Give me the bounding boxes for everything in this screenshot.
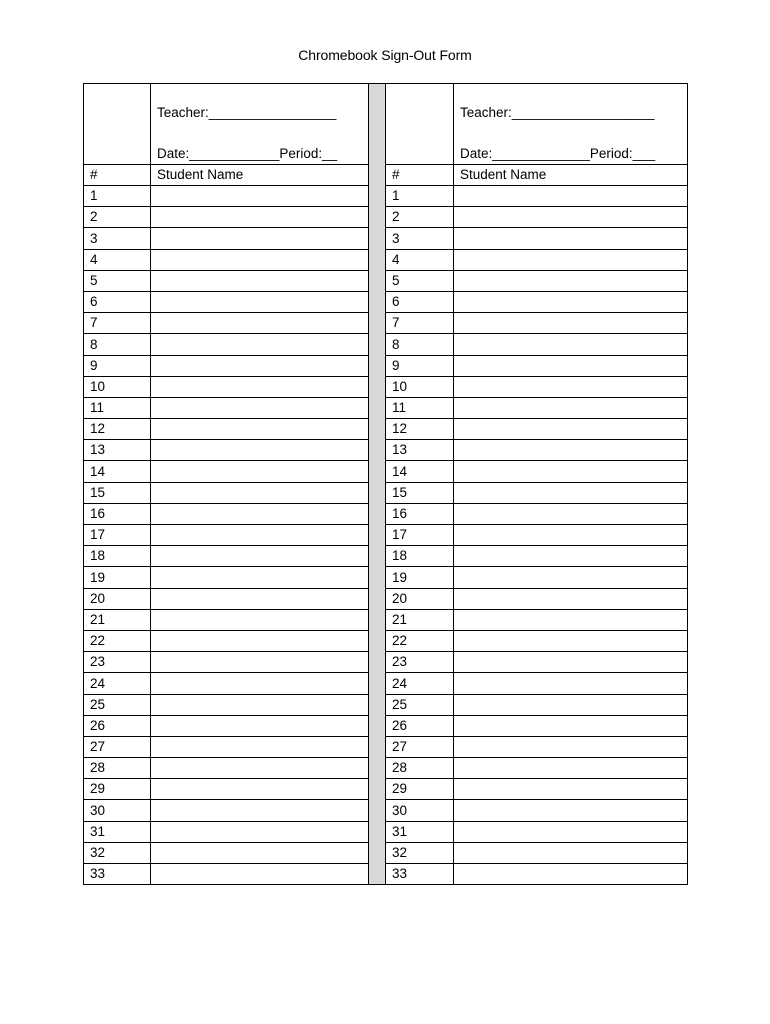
left-student-name-cell[interactable]	[151, 652, 369, 673]
left-student-name-cell[interactable]	[151, 758, 369, 779]
right-student-name-cell[interactable]	[454, 503, 688, 524]
left-row-number: 13	[84, 440, 151, 461]
right-student-name-cell[interactable]	[454, 821, 688, 842]
left-row-number: 4	[84, 249, 151, 270]
table-row	[84, 694, 688, 715]
left-row-number: 32	[84, 842, 151, 863]
table-row	[84, 291, 688, 312]
right-row-number: 28	[386, 758, 454, 779]
table-row	[84, 546, 688, 567]
table-row	[84, 397, 688, 418]
table-row	[84, 440, 688, 461]
left-row-number: 31	[84, 821, 151, 842]
left-student-name-cell[interactable]	[151, 419, 369, 440]
left-student-name-cell[interactable]	[151, 503, 369, 524]
table-row	[84, 355, 688, 376]
table-row	[84, 482, 688, 503]
left-student-name-cell[interactable]	[151, 397, 369, 418]
right-row-number: 21	[386, 609, 454, 630]
right-row-number: 17	[386, 525, 454, 546]
right-header-spacer	[386, 84, 454, 165]
table-row	[84, 864, 688, 885]
right-row-number: 25	[386, 694, 454, 715]
left-row-number: 23	[84, 652, 151, 673]
table-row	[84, 503, 688, 524]
right-row-number: 14	[386, 461, 454, 482]
right-student-name-cell[interactable]	[454, 419, 688, 440]
right-student-name-cell[interactable]	[454, 673, 688, 694]
left-student-name-cell[interactable]	[151, 694, 369, 715]
table-row	[84, 758, 688, 779]
right-student-name-cell[interactable]	[454, 736, 688, 757]
left-student-name-cell[interactable]	[151, 609, 369, 630]
left-row-number: 2	[84, 207, 151, 228]
right-teacher-line[interactable]: Teacher:___________________	[460, 105, 655, 120]
right-student-name-cell[interactable]	[454, 588, 688, 609]
right-student-name-cell[interactable]	[454, 694, 688, 715]
right-row-number: 26	[386, 715, 454, 736]
table-row	[84, 630, 688, 651]
right-student-name-cell[interactable]	[454, 630, 688, 651]
right-row-number: 6	[386, 291, 454, 312]
left-row-number: 1	[84, 186, 151, 207]
left-teacher-line[interactable]: Teacher:_________________	[157, 105, 337, 120]
right-row-number: 32	[386, 842, 454, 863]
table-row	[84, 588, 688, 609]
right-student-name-cell[interactable]	[454, 525, 688, 546]
right-student-name-cell[interactable]	[454, 715, 688, 736]
left-student-name-cell[interactable]	[151, 715, 369, 736]
left-row-number: 18	[84, 546, 151, 567]
right-student-name-cell[interactable]	[454, 440, 688, 461]
table-row	[84, 800, 688, 821]
right-row-number: 3	[386, 228, 454, 249]
right-student-name-cell[interactable]	[454, 842, 688, 863]
left-student-name-cell[interactable]	[151, 673, 369, 694]
right-student-name-cell[interactable]	[454, 609, 688, 630]
left-row-number: 9	[84, 355, 151, 376]
table-row	[84, 715, 688, 736]
left-student-name-cell[interactable]	[151, 525, 369, 546]
right-student-name-cell[interactable]	[454, 397, 688, 418]
table-row	[84, 821, 688, 842]
right-student-name-cell[interactable]	[454, 249, 688, 270]
left-student-name-cell[interactable]	[151, 800, 369, 821]
left-student-name-cell[interactable]	[151, 376, 369, 397]
right-row-number: 2	[386, 207, 454, 228]
right-row-number: 29	[386, 779, 454, 800]
left-student-name-cell[interactable]	[151, 291, 369, 312]
left-student-name-cell[interactable]	[151, 313, 369, 334]
left-row-number: 16	[84, 503, 151, 524]
left-row-number: 21	[84, 609, 151, 630]
left-student-name-cell[interactable]	[151, 567, 369, 588]
left-header-spacer	[84, 84, 151, 165]
table-row	[84, 779, 688, 800]
left-student-name-cell[interactable]	[151, 440, 369, 461]
table-row	[84, 270, 688, 291]
left-number-header: #	[84, 165, 151, 186]
left-student-name-cell[interactable]	[151, 779, 369, 800]
right-number-header: #	[386, 165, 454, 186]
left-row-number: 24	[84, 673, 151, 694]
left-row-number: 7	[84, 313, 151, 334]
right-student-name-cell[interactable]	[454, 567, 688, 588]
table-row	[84, 736, 688, 757]
left-student-name-cell[interactable]	[151, 228, 369, 249]
right-row-number: 11	[386, 397, 454, 418]
left-teacher-info	[151, 84, 369, 165]
table-row	[84, 186, 688, 207]
form-title: Chromebook Sign-Out Form	[298, 47, 472, 63]
column-divider	[369, 84, 386, 885]
left-row-number: 33	[84, 864, 151, 885]
column-header-row	[84, 165, 688, 186]
right-teacher-info	[454, 84, 688, 165]
right-student-name-cell[interactable]	[454, 291, 688, 312]
right-student-name-cell[interactable]	[454, 652, 688, 673]
left-student-name-cell[interactable]	[151, 588, 369, 609]
left-row-number: 15	[84, 482, 151, 503]
table-row	[84, 313, 688, 334]
left-student-name-cell[interactable]	[151, 821, 369, 842]
left-row-number: 6	[84, 291, 151, 312]
left-student-name-cell[interactable]	[151, 736, 369, 757]
table-row	[84, 567, 688, 588]
table-row	[84, 842, 688, 863]
left-student-name-cell[interactable]	[151, 186, 369, 207]
left-student-name-cell[interactable]	[151, 630, 369, 651]
left-row-number: 28	[84, 758, 151, 779]
right-row-number: 31	[386, 821, 454, 842]
left-row-number: 29	[84, 779, 151, 800]
right-row-number: 15	[386, 482, 454, 503]
right-row-number: 5	[386, 270, 454, 291]
right-student-name-cell[interactable]	[454, 546, 688, 567]
right-student-name-cell[interactable]	[454, 207, 688, 228]
right-student-name-cell[interactable]	[454, 800, 688, 821]
right-row-number: 20	[386, 588, 454, 609]
right-student-name-cell[interactable]	[454, 334, 688, 355]
right-row-number: 19	[386, 567, 454, 588]
left-row-number: 11	[84, 397, 151, 418]
right-row-number: 16	[386, 503, 454, 524]
left-row-number: 22	[84, 630, 151, 651]
header-info-row	[84, 84, 688, 165]
left-student-name-cell[interactable]	[151, 461, 369, 482]
table-row	[84, 461, 688, 482]
right-row-number: 22	[386, 630, 454, 651]
left-student-name-cell[interactable]	[151, 355, 369, 376]
table-row	[84, 609, 688, 630]
left-student-name-cell[interactable]	[151, 249, 369, 270]
right-row-number: 7	[386, 313, 454, 334]
right-row-number: 12	[386, 419, 454, 440]
left-student-name-cell[interactable]	[151, 334, 369, 355]
right-row-number: 33	[386, 864, 454, 885]
left-student-name-cell[interactable]	[151, 270, 369, 291]
right-row-number: 10	[386, 376, 454, 397]
right-student-name-cell[interactable]	[454, 355, 688, 376]
left-date-period-line[interactable]: Date:____________Period:__	[157, 146, 338, 161]
right-row-number: 24	[386, 673, 454, 694]
left-row-number: 10	[84, 376, 151, 397]
table-row	[84, 334, 688, 355]
right-student-name-cell[interactable]	[454, 376, 688, 397]
left-row-number: 5	[84, 270, 151, 291]
left-row-number: 19	[84, 567, 151, 588]
right-student-name-cell[interactable]	[454, 313, 688, 334]
left-row-number: 12	[84, 419, 151, 440]
right-row-number: 8	[386, 334, 454, 355]
right-date-period-line[interactable]: Date:_____________Period:___	[460, 146, 656, 161]
left-name-header: Student Name	[151, 165, 369, 186]
right-row-number: 18	[386, 546, 454, 567]
table-row	[84, 207, 688, 228]
right-student-name-cell[interactable]	[454, 758, 688, 779]
left-row-number: 17	[84, 525, 151, 546]
left-row-number: 14	[84, 461, 151, 482]
left-student-name-cell[interactable]	[151, 864, 369, 885]
right-student-name-cell[interactable]	[454, 461, 688, 482]
right-row-number: 9	[386, 355, 454, 376]
sign-out-table	[83, 83, 688, 885]
right-row-number: 30	[386, 800, 454, 821]
right-row-number: 13	[386, 440, 454, 461]
table-row	[84, 376, 688, 397]
left-row-number: 27	[84, 736, 151, 757]
left-row-number: 20	[84, 588, 151, 609]
right-student-name-cell[interactable]	[454, 270, 688, 291]
right-student-name-cell[interactable]	[454, 186, 688, 207]
left-row-number: 30	[84, 800, 151, 821]
table-row	[84, 228, 688, 249]
left-student-name-cell[interactable]	[151, 207, 369, 228]
left-student-name-cell[interactable]	[151, 482, 369, 503]
right-row-number: 1	[386, 186, 454, 207]
left-row-number: 3	[84, 228, 151, 249]
right-student-name-cell[interactable]	[454, 228, 688, 249]
right-row-number: 27	[386, 736, 454, 757]
table-row	[84, 525, 688, 546]
left-student-name-cell[interactable]	[151, 842, 369, 863]
right-row-number: 23	[386, 652, 454, 673]
left-row-number: 8	[84, 334, 151, 355]
right-row-number: 4	[386, 249, 454, 270]
right-student-name-cell[interactable]	[454, 779, 688, 800]
right-name-header: Student Name	[454, 165, 688, 186]
table-row	[84, 419, 688, 440]
table-row	[84, 249, 688, 270]
right-student-name-cell[interactable]	[454, 482, 688, 503]
table-row	[84, 652, 688, 673]
table-row	[84, 673, 688, 694]
left-row-number: 25	[84, 694, 151, 715]
left-row-number: 26	[84, 715, 151, 736]
left-student-name-cell[interactable]	[151, 546, 369, 567]
right-student-name-cell[interactable]	[454, 864, 688, 885]
